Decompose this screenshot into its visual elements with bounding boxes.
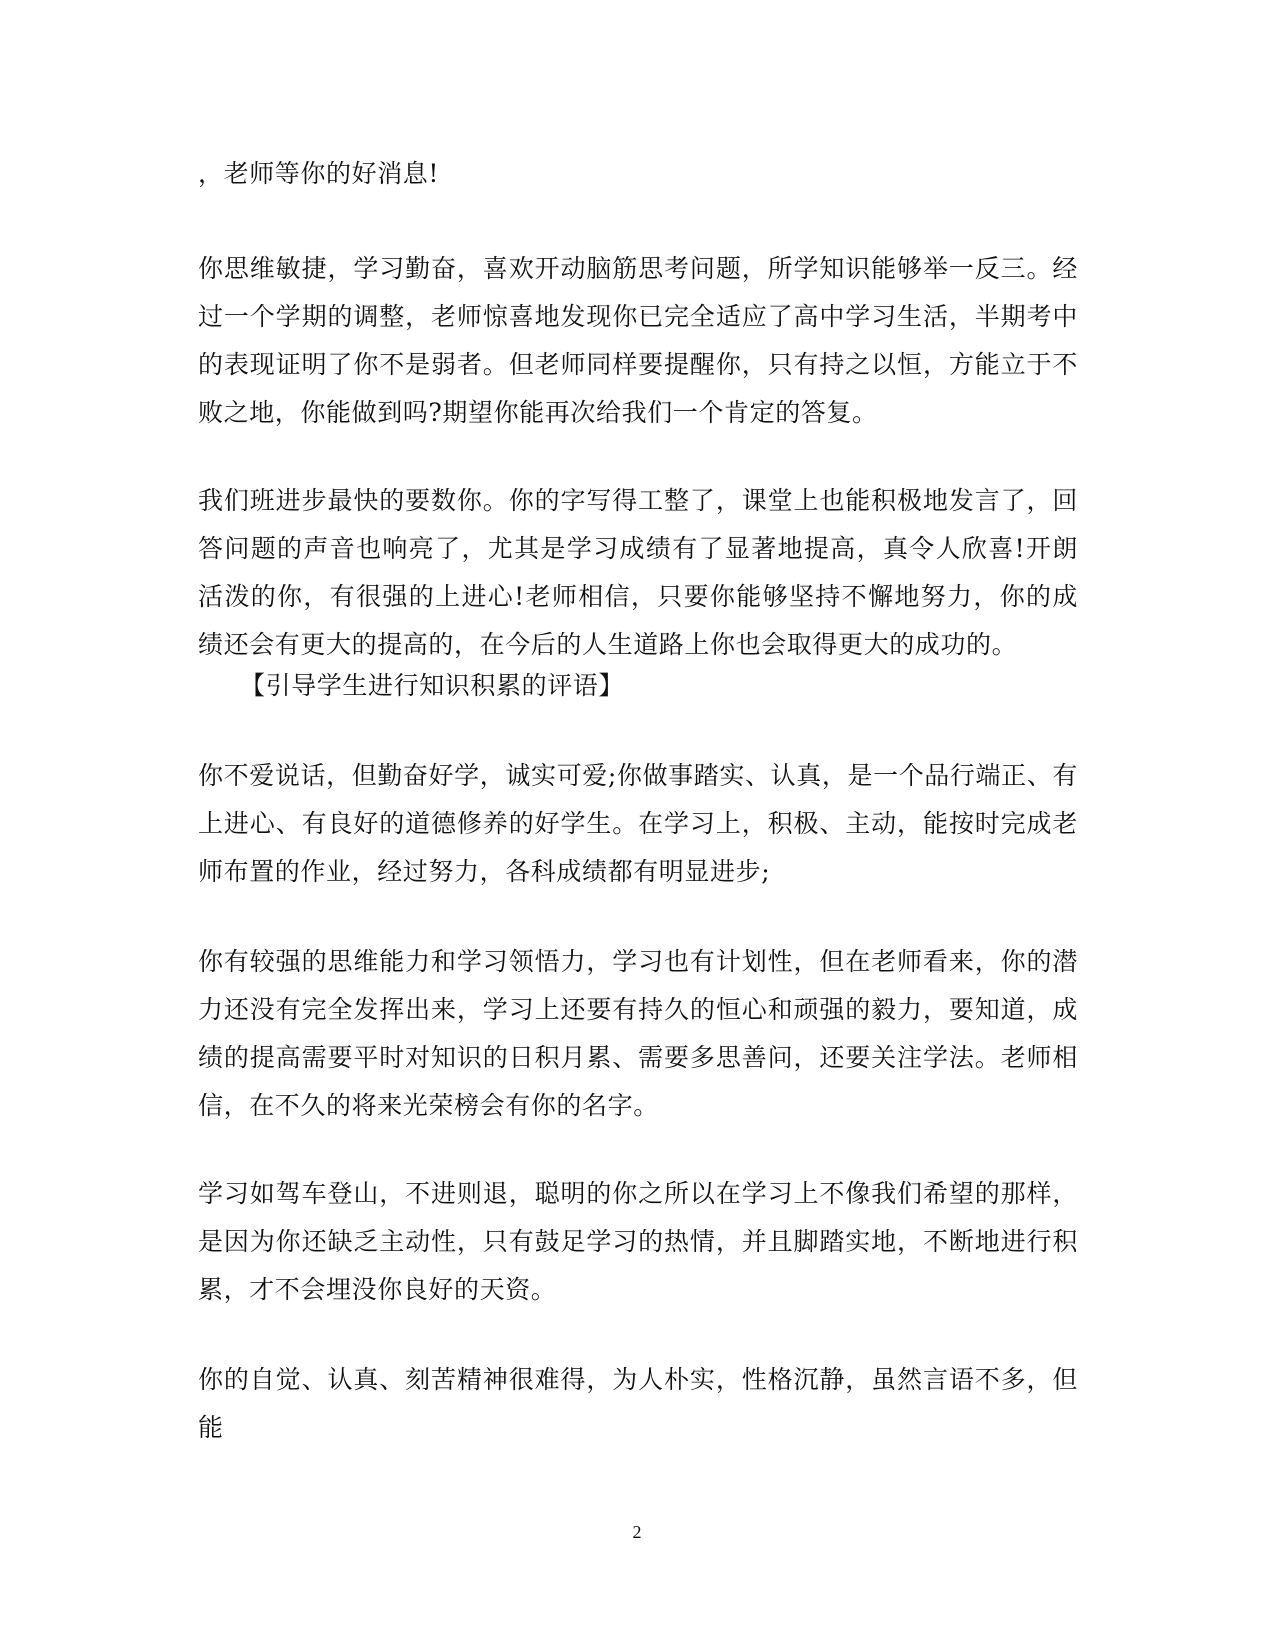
paragraph-3: 我们班进步最快的要数你。你的字写得工整了，课堂上也能积极地发言了，回答问题的声音也响亮了，尤其是学习成绩有了显著地提高，真令人欣喜!开朗活泼的你，有很强的上进心!老师相信，只要你能够坚持不懈地努力，你的成绩还会有更大的提高的，在今后的人生道路上你也会取得更大的成功的。 — [198, 486, 1078, 659]
paragraph-7: 你的自觉、认真、刻苦精神很难得，为人朴实，性格沉静，虽然言语不多，但能 — [198, 1365, 1078, 1442]
page-number: 2 — [632, 1522, 642, 1542]
section-heading: 【引导学生进行知识积累的评语】 — [240, 671, 625, 700]
paragraph-5: 你有较强的思维能力和学习领悟力，学习也有计划性，但在老师看来，你的潜力还没有完全发挥出来，学习上还要有持久的恒心和顽强的毅力，要知道，成绩的提高需要平时对知识的日积月累、需要多思善问，还要关注学法。老师相信，在不久的将来光荣榜会有你的名字。 — [198, 947, 1078, 1120]
paragraph-6: 学习如驾车登山，不进则退，聪明的你之所以在学习上不像我们希望的那样，是因为你还缺乏主动性，只有鼓足学习的热情，并且脚踏实地，不断地进行积累，才不会埋没你良好的天资。 — [198, 1179, 1078, 1304]
paragraph-2: 你思维敏捷，学习勤奋，喜欢开动脑筋思考问题，所学知识能够举一反三。经过一个学期的调整，老师惊喜地发现你已完全适应了高中学习生活，半期考中的表现证明了你不是弱者。但老师同样要提醒你，只有持之以恒，方能立于不败之地，你能做到吗?期望你能再次给我们一个肯定的答复。 — [198, 254, 1078, 427]
paragraph-4: 你不爱说话，但勤奋好学，诚实可爱;你做事踏实、认真，是一个品行端正、有上进心、有良好的道德修养的好学生。在学习上，积极、主动，能按时完成老师布置的作业，经过努力，各科成绩都有明显进步; — [198, 761, 1078, 886]
paragraph-1: ，老师等你的好消息! — [198, 159, 440, 188]
